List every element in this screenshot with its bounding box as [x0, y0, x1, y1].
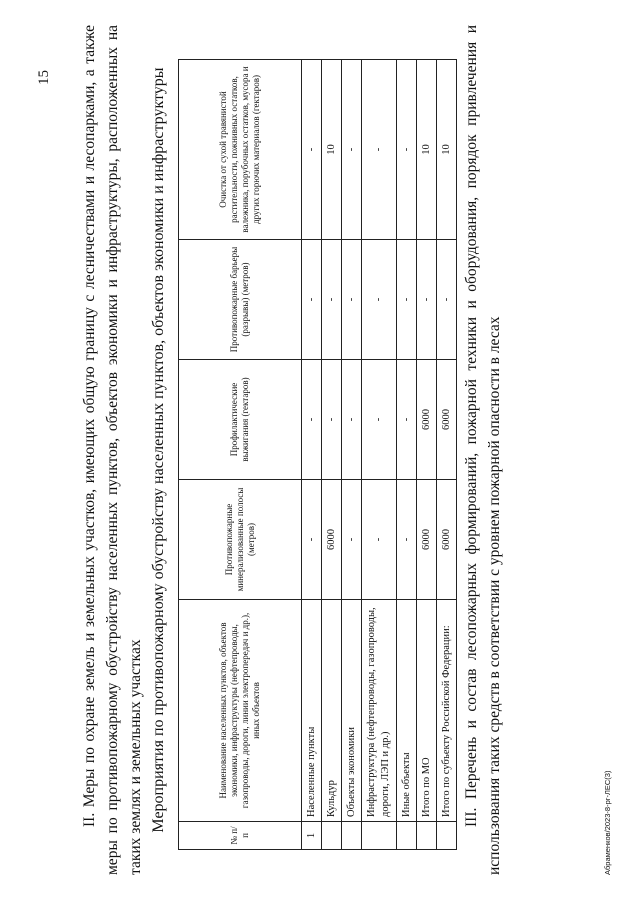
row-mineral-strips: -: [362, 480, 397, 600]
header-prophylactic-burning: Профилактические выжигания (гектаров): [179, 360, 302, 480]
section-3-text: III. Перечень и состав лесопожарных формирований, пожарной техники и оборудования, порядок привлечения и использования таких средств в соответствии с уровнем пожарной опасности в лесах: [463, 25, 503, 875]
row-prophylactic-burning: -: [342, 360, 362, 480]
row-fire-barriers: -: [362, 240, 397, 360]
row-fire-barriers: -: [322, 240, 342, 360]
row-cleaning: 10: [322, 60, 342, 240]
row-name: Иные объекты: [397, 600, 417, 822]
row-prophylactic-burning: 6000: [437, 360, 457, 480]
row-name: Объекты экономики: [342, 600, 362, 822]
table-row: [302, 60, 322, 850]
row-name: Итого по МО: [417, 600, 437, 822]
table-row: [437, 60, 457, 850]
header-fire-barriers: Противопожарные барьеры (разрывы) (метров): [179, 240, 302, 360]
row-prophylactic-burning: -: [362, 360, 397, 480]
header-name: Наименование населенных пунктов, объектов экономики, инфраструктуры (нефтепроводы, газопроводы, дороги, линии электропередач и др.), иных объектов: [179, 600, 302, 822]
row-mineral-strips: 6000: [437, 480, 457, 600]
row-num: [362, 822, 397, 850]
row-num: [437, 822, 457, 850]
row-mineral-strips: -: [302, 480, 322, 600]
section-2-text: II. Меры по охране земель и земельных участков, имеющих общую границу с лесничествами и лесопарками, а также меры по противопожарному обустройству населенных пунктов, объектов экономики и инфраструктуры, расположенных на таких землях и земельных участках: [81, 25, 144, 875]
row-cleaning: -: [302, 60, 322, 240]
row-prophylactic-burning: 6000: [417, 360, 437, 480]
row-cleaning: -: [342, 60, 362, 240]
row-num: 1: [302, 822, 322, 850]
row-num: [397, 822, 417, 850]
section-3-heading: [460, 25, 506, 875]
table-row: [417, 60, 437, 850]
row-num: [417, 822, 437, 850]
row-mineral-strips: -: [397, 480, 417, 600]
table-title: Мероприятия по противопожарному обустройству населенных пунктов, объектов экономики и инфраструктуры: [150, 67, 167, 833]
row-fire-barriers: -: [397, 240, 417, 360]
table-row: [397, 60, 417, 850]
header-num: № п/п: [179, 822, 302, 850]
fire-measures-table: [178, 59, 457, 850]
row-cleaning: -: [397, 60, 417, 240]
row-name: Кульдур: [322, 600, 342, 822]
table-header-row: [179, 60, 302, 850]
table-row: [342, 60, 362, 850]
row-prophylactic-burning: -: [397, 360, 417, 480]
document-code: Абраменков/2023-8-рг-ЛЕС(3): [603, 770, 612, 875]
table-row: [362, 60, 397, 850]
row-num: [342, 822, 362, 850]
row-cleaning: 10: [417, 60, 437, 240]
row-fire-barriers: -: [302, 240, 322, 360]
header-cleaning: Очистка от сухой травянистой растительности, пожнивных остатков, валежника, порубочных остатков, мусора и других горючих материалов (гектаров): [179, 60, 302, 240]
row-mineral-strips: 6000: [417, 480, 437, 600]
row-num: [322, 822, 342, 850]
row-mineral-strips: -: [342, 480, 362, 600]
row-name: Итого по субъекту Российской Федерации:: [437, 600, 457, 822]
page-number: 15: [36, 70, 52, 85]
row-prophylactic-burning: -: [302, 360, 322, 480]
row-name: Населенные пункты: [302, 600, 322, 822]
row-name: Инфраструктура (нефтепроводы, газопроводы, дороги, ЛЭП и др.): [362, 600, 397, 822]
row-cleaning: 10: [437, 60, 457, 240]
row-prophylactic-burning: -: [322, 360, 342, 480]
row-cleaning: -: [362, 60, 397, 240]
row-fire-barriers: -: [417, 240, 437, 360]
row-fire-barriers: -: [342, 240, 362, 360]
table-row: [322, 60, 342, 850]
section-2-heading: [78, 25, 147, 875]
row-fire-barriers: -: [437, 240, 457, 360]
header-mineral-strips: Противопожарные минерализованные полосы (метров): [179, 480, 302, 600]
row-mineral-strips: 6000: [322, 480, 342, 600]
